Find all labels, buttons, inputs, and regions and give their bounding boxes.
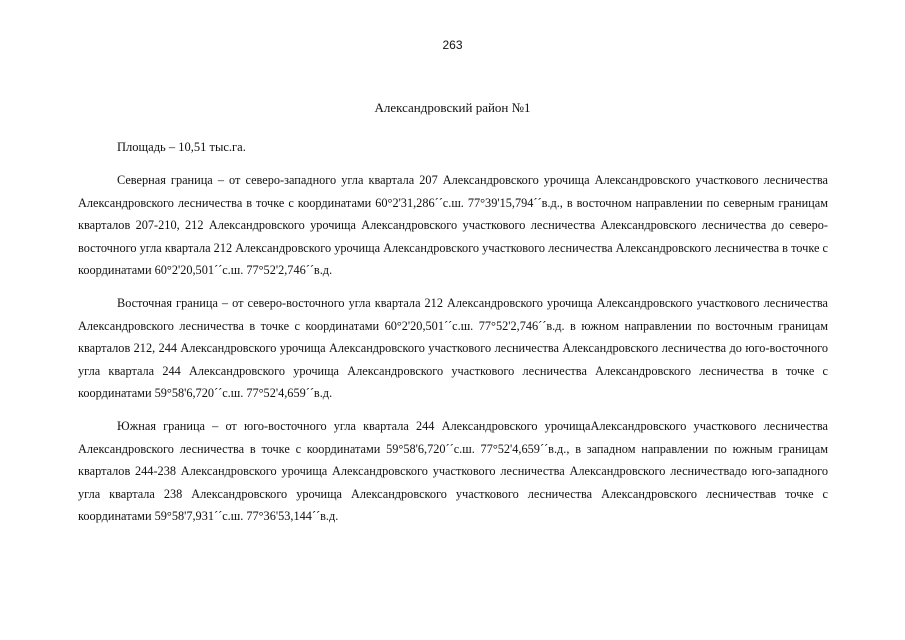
north-boundary-paragraph: Северная граница – от северо-западного угла квартала 207 Александровского урочища Александровского участкового лесничества Александровского лесничества в точке с координатами 60°2'31,286´´с.ш. 77°39'15,794´´в.д., в восточном направлении по северным границам кварталов 207-210, 212 Александровского урочища Александровского участкового лесничества Александровского лесничества до северо-восточного угла квартала 212 Александровского урочища Александровского участкового лесничества Александровского лесничества в точке с координатами 60°2'20,501´´с.ш. 77°52'2,746´´в.д.: [78, 173, 828, 277]
east-boundary-paragraph: Восточная граница – от северо-восточного угла квартала 212 Александровского урочища Александровского участкового лесничества Александровского лесничества в точке с координатами 60°2'20,501´´с.ш. 77°52'2,746´´в.д. в южном направлении по восточным границам кварталов 212, 244 Александровского урочища Александровского участкового лесничества Александровского лесничества до юго-восточного угла квартала 244 Александровского урочища Александровского участкового лесничества Александровского лесничества в точке с координатами 59°58'6,720´´с.ш. 77°52'4,659´´в.д.: [78, 296, 828, 400]
document-title: Александровский район №1: [374, 100, 531, 115]
south-boundary-paragraph: Южная граница – от юго-восточного угла квартала 244 Александровского урочищаАлександровского участкового лесничества Александровского лесничества в точке с координатами 59°58'6,720´´с.ш. 77°52'4,659´´в.д., в западном направлении по южным границам кварталов 244-238 Александровского урочища Александровского участкового лесничества Александровского лесничествадо юго-западного угла квартала 238 Александровского урочища Александровского участкового лесничества Александровского лесничествав точке с координатами 59°58'7,931´´с.ш. 77°36'53,144´´в.д.: [78, 419, 828, 523]
page-number: 263: [442, 38, 463, 52]
area-statement: Площадь – 10,51 тыс.га.: [117, 140, 246, 154]
